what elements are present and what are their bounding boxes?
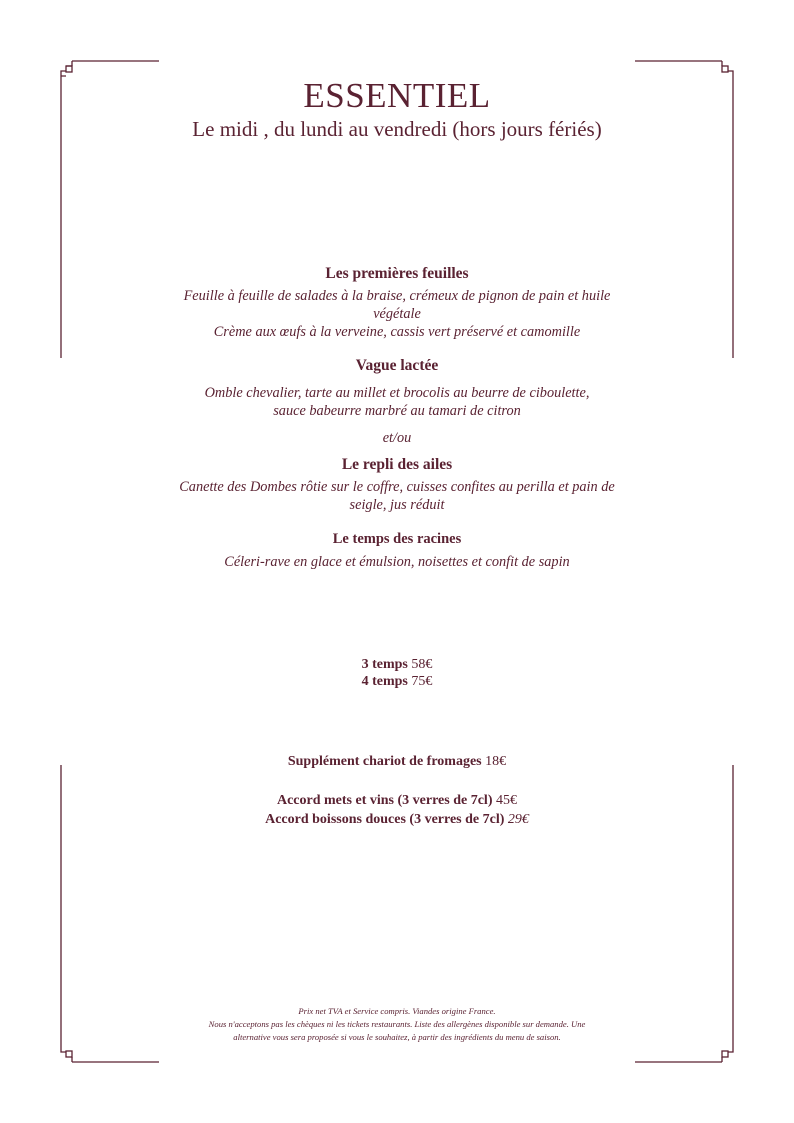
price-four-courses — [0, 673, 794, 691]
menu-title: ESSENTIEL — [303, 76, 491, 115]
footer-line: alternative vous sera proposée si vous le souhaitez, à partir des ingrédients du menu de saison. — [233, 1032, 561, 1042]
course-title-vague-lactee: Vague lactée — [355, 357, 439, 374]
description-line: Feuille à feuille de salades à la braise, crémeux de pignon de pain et huile — [183, 288, 611, 304]
course-description — [0, 553, 794, 571]
description-line: sauce babeurre marbré au tamari de citron — [273, 403, 521, 419]
menu-subtitle: Le midi , du lundi au vendredi (hors jours fériés) — [192, 117, 602, 141]
footer-line: Prix net TVA et Service compris. Viandes origine France. — [298, 1006, 496, 1016]
course-title-repli-des-ailes: Le repli des ailes — [341, 456, 453, 473]
course-description — [0, 478, 794, 514]
price-label: 4 temps — [361, 674, 408, 689]
price-three-courses — [0, 656, 794, 674]
footer-line: Nous n'acceptons pas les chèques ni les tickets restaurants. Liste des allergènes disponible sur demande. Une — [208, 1019, 586, 1029]
course-title-premieres-feuilles: Les premières feuilles — [325, 265, 469, 282]
extra-cheese — [0, 753, 794, 771]
course-separator: et/ou — [382, 430, 412, 446]
price-amount: 58€ — [411, 657, 433, 672]
description-line: Omble chevalier, tarte au millet et brocolis au beurre de ciboulette, — [204, 385, 590, 401]
extra-label: Accord boissons douces (3 verres de 7cl) — [265, 812, 505, 827]
footer-notes — [0, 1005, 794, 1044]
extra-label: Accord mets et vins (3 verres de 7cl) — [276, 793, 493, 808]
course-description — [0, 384, 794, 420]
extra-amount: 18€ — [485, 754, 507, 769]
extra-soft-pairing — [0, 811, 794, 829]
course-title-temps-des-racines: Le temps des racines — [332, 531, 462, 547]
description-line: végétale — [373, 306, 421, 322]
price-label: 3 temps — [361, 657, 408, 672]
description-line: Crème aux œufs à la verveine, cassis vert préservé et camomille — [213, 324, 581, 340]
course-description — [0, 287, 794, 341]
extra-wine-pairing — [0, 792, 794, 810]
extra-amount: 45€ — [496, 793, 517, 808]
description-line: seigle, jus réduit — [349, 497, 445, 513]
extra-amount: 29€ — [507, 812, 529, 827]
price-amount: 75€ — [411, 674, 433, 689]
description-line: Canette des Dombes rôtie sur le coffre, cuisses confites au perilla et pain de — [179, 479, 615, 495]
extra-label: Supplément chariot de fromages — [287, 754, 482, 769]
description-line: Céleri-rave en glace et émulsion, noisettes et confit de sapin — [224, 554, 570, 570]
